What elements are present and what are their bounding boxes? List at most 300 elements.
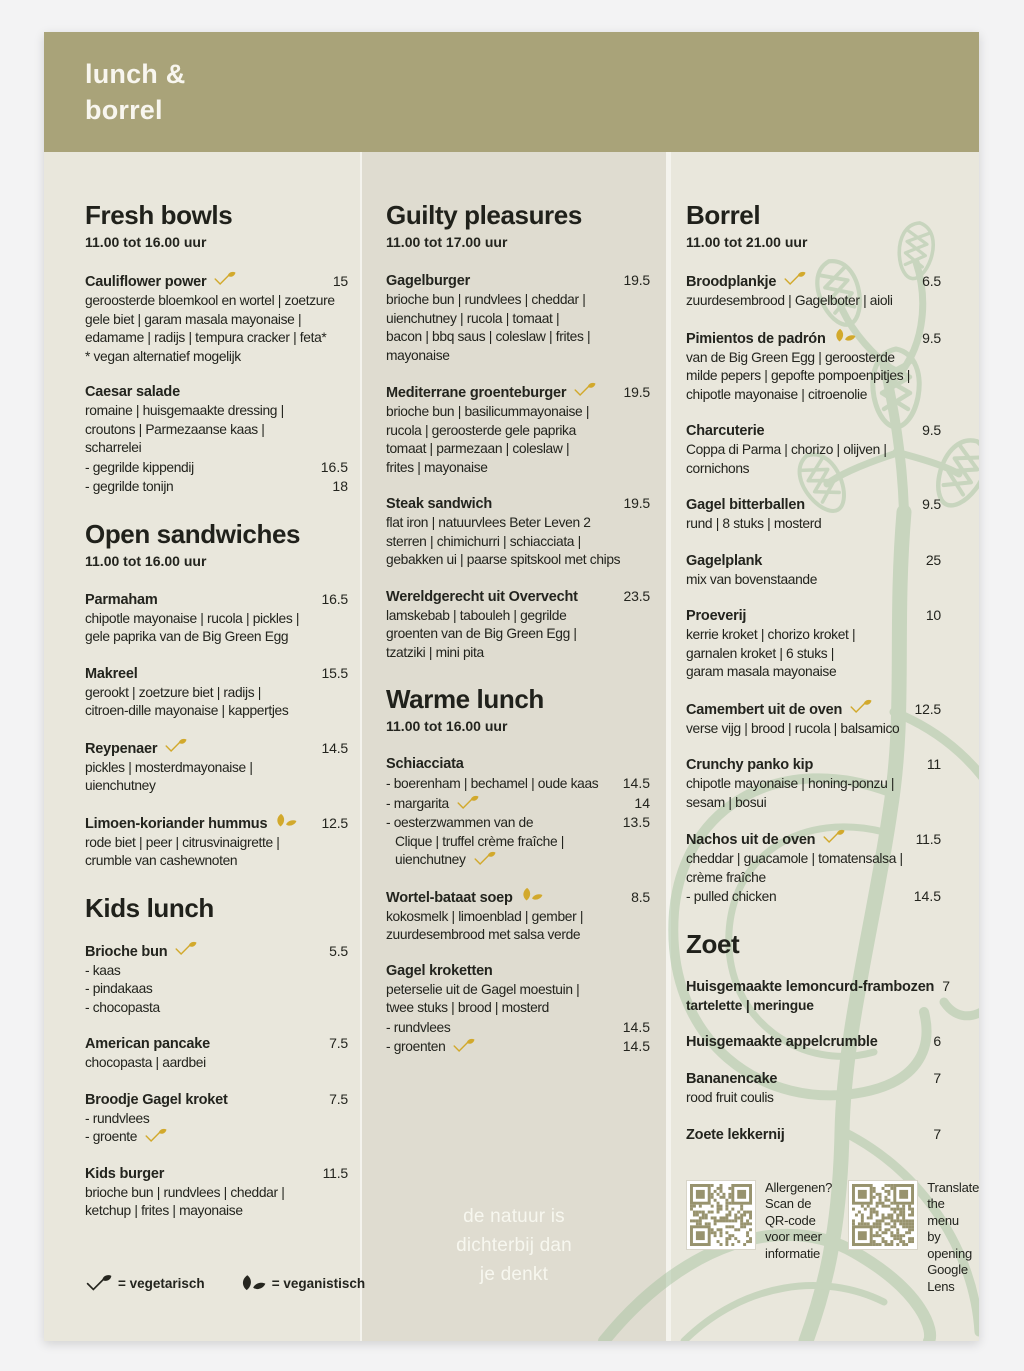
menu-item-header [686, 606, 941, 626]
qr-label-line: by opening [927, 1229, 973, 1261]
menu-item [686, 271, 941, 311]
menu-item-line [85, 439, 348, 458]
menu-item-line [386, 813, 650, 833]
menu-item-name: Kids burger [85, 1165, 165, 1182]
menu-item-line [85, 402, 348, 421]
menu-item-line-price: 14.5 [913, 888, 941, 904]
menu-item-header [686, 699, 941, 720]
menu-item-line [386, 833, 650, 852]
menu-item-line-text: garam masala mayonaise [686, 664, 837, 679]
menu-item [386, 587, 650, 663]
vegan-icon [520, 887, 543, 902]
menu-item-header [386, 271, 650, 291]
tagline-line2: dichterbij dan [456, 1235, 572, 1256]
section-hours: 11.00 tot 21.00 uur [686, 234, 808, 250]
menu-item-line-price: 14 [634, 794, 650, 811]
menu-item-line-text: groenten van de Big Green Egg | [386, 626, 577, 641]
vegetarian-icon [164, 738, 187, 753]
menu-item-header [85, 813, 348, 834]
menu-item-line [85, 421, 348, 440]
menu-item-line [686, 515, 941, 534]
menu-item-line [386, 644, 650, 663]
menu-item-line [386, 533, 650, 552]
menu-item-line [386, 981, 650, 1000]
menu-item-line-text: sterren | chimichurri | schiacciata | [386, 533, 581, 549]
menu-item-name: Steak sandwich [386, 496, 492, 512]
menu-item-line-text: gerookt | zoetzure biet | radijs | [85, 684, 262, 700]
menu-item-line-text: - rundvlees [386, 1019, 451, 1035]
menu-item-line [386, 794, 650, 814]
menu-item-name: Gagel bitterballen [686, 497, 805, 513]
menu-item-line-text: rund | 8 stuks | mosterd [686, 516, 822, 531]
menu-item-name: Broodplankje [686, 274, 777, 290]
vegetarian-icon [452, 1038, 475, 1053]
menu-item-line-text: Clique | truffel crème fraîche | [395, 833, 565, 849]
menu-item-line-text: flat iron | natuurvlees Beter Leven 2 [386, 515, 591, 530]
menu-item [386, 962, 650, 1057]
menu-item-line-text: tzatziki | mini pita [386, 644, 484, 660]
menu-item [85, 941, 348, 1018]
menu-item-line-price: 18 [332, 478, 348, 494]
menu-item-line [686, 1089, 941, 1108]
menu-item [386, 271, 650, 365]
menu-item [386, 755, 650, 870]
menu-item-line [386, 403, 650, 422]
menu-item-line [386, 328, 650, 347]
menu-item-header [85, 738, 348, 759]
menu-item-line-text: sesam | bosui [686, 794, 767, 810]
menu-item-line-text: - oesterzwammen van de [386, 815, 534, 830]
menu-item-line [85, 311, 348, 330]
column-content-2 [362, 152, 666, 1341]
menu-item-line-text: citroen-dille mayonaise | kappertjes [85, 703, 289, 718]
menu-item-line [85, 477, 348, 497]
menu-item [85, 813, 348, 871]
menu-item-line [386, 1037, 650, 1057]
menu-section [85, 519, 348, 871]
section-hours: 11.00 tot 16.00 uur [85, 552, 207, 569]
legend [85, 1274, 365, 1293]
column-content-3 [671, 152, 979, 1341]
vegan-icon [274, 813, 297, 828]
menu-item-header [686, 271, 941, 292]
menu-item-price: 7.5 [329, 1090, 348, 1107]
menu-item [686, 1069, 941, 1108]
menu-item-line [686, 775, 941, 794]
menu-item-line [85, 458, 348, 478]
legend-item-vegetarian [85, 1274, 205, 1293]
menu-item-line [386, 774, 650, 794]
menu-item [85, 738, 348, 796]
vegetarian-icon [213, 271, 236, 286]
menu-item [85, 1034, 348, 1073]
menu-item-line [85, 759, 348, 778]
menu-item-line-text: ketchup | frites | mayonaise [85, 1203, 243, 1218]
menu-body [44, 152, 979, 1341]
menu-item-price: 19.5 [623, 272, 650, 288]
menu-section [686, 928, 950, 1145]
section-hours: 11.00 tot 16.00 uur [386, 718, 508, 734]
menu-item-line-text: frites | mayonaise [386, 459, 488, 475]
menu-item-line [386, 851, 650, 870]
section-title: Zoet [686, 928, 740, 959]
menu-item-price: 11 [926, 756, 941, 772]
menu-item-line [686, 571, 941, 590]
menu-item-price: 11.5 [915, 831, 941, 847]
vegetarian-legend-icon [85, 1274, 112, 1293]
menu-item-header [686, 421, 941, 441]
tagline-line1: de natuur is [463, 1206, 565, 1227]
menu-item-price: 23.5 [623, 587, 650, 604]
menu-item-price: 25 [925, 551, 941, 568]
menu-item-line-text: uienchutney | rucola | tomaat | [386, 310, 560, 326]
menu-item [85, 1164, 348, 1221]
menu-item-line-text: gele biet | garam masala mayonaise | [85, 311, 302, 327]
menu-item-line-text: peterselie uit de Gagel moestuin | [386, 981, 580, 997]
menu-item [686, 977, 950, 1016]
menu-item-header [686, 1069, 941, 1089]
menu-item-name: Huisgemaakte lemoncurd-frambozen [686, 978, 935, 995]
menu-item-header [386, 382, 650, 403]
menu-item-price: 15.5 [321, 664, 348, 681]
menu-item-line [85, 610, 348, 629]
menu-item-name: Wereldgerecht uit Overvecht [386, 588, 578, 605]
menu-item-line [686, 794, 941, 813]
menu-item-line-text: crumble van cashewnoten [85, 853, 238, 868]
menu-item-line [386, 291, 650, 310]
menu-item-line-text: brioche bun | basilicummayonaise | [386, 404, 590, 419]
menu-item-line-text: tartelette | meringue [686, 997, 814, 1013]
menu-item [686, 1032, 941, 1052]
menu-item-line-text: verse vijg | brood | rucola | balsamico [686, 720, 900, 736]
menu-sheet [44, 32, 979, 1341]
qr-label-line: Lens [927, 1278, 955, 1294]
legend-label-vegan: = veganistisch [271, 1276, 366, 1291]
menu-item-line [386, 514, 650, 533]
menu-item-line-text: edamame | radijs | tempura cracker | feta* [85, 330, 327, 345]
menu-item-line-text: mix van bovenstaande [686, 571, 818, 587]
menu-item-price: 12.5 [914, 700, 941, 717]
menu-item-line-text: - pindakaas [85, 981, 153, 996]
menu-section [85, 200, 348, 497]
menu-item-line [686, 997, 941, 1016]
menu-item-line [386, 999, 650, 1018]
menu-title-line1: lunch & [85, 59, 186, 89]
menu-item [85, 1090, 348, 1147]
menu-item-header [686, 495, 941, 515]
menu-item-line-text: - chocopasta [85, 999, 160, 1015]
menu-item [686, 699, 941, 739]
menu-item-line [85, 1202, 348, 1221]
menu-item [85, 664, 348, 721]
vegetarian-icon [473, 851, 496, 866]
menu-item-name: Nachos uit de oven [686, 832, 816, 848]
qr-label-line: informatie [765, 1245, 821, 1261]
menu-item [686, 606, 941, 682]
tagline [362, 1202, 666, 1289]
qr-code-box [848, 1180, 918, 1250]
menu-item-line [686, 663, 941, 682]
menu-item-line [85, 962, 348, 981]
menu-item-line [85, 348, 348, 367]
menu-item-line [386, 607, 650, 626]
menu-section [386, 684, 650, 1057]
menu-item-name: Schiacciata [386, 756, 464, 772]
menu-item-price: 9.5 [922, 496, 941, 512]
section-title: Guilty pleasures [386, 200, 582, 230]
menu-item [686, 495, 941, 534]
qr-label [927, 1180, 979, 1296]
menu-item-line [85, 999, 348, 1018]
menu-item-name: Brioche bun [85, 943, 168, 960]
menu-item-price: 12.5 [321, 814, 348, 831]
menu-item-line [686, 720, 941, 739]
section-hours: 11.00 tot 16.00 uur [85, 234, 207, 250]
menu-title-line2: borrel [85, 95, 163, 125]
vegetarian-icon [783, 271, 806, 286]
menu-item-line [386, 440, 650, 459]
section-title: Fresh bowls [85, 200, 233, 230]
menu-item-price: 7 [942, 977, 950, 994]
qr-code-box [686, 1180, 756, 1250]
menu-item [85, 590, 348, 647]
menu-item-line-text: bacon | bbq saus | coleslaw | frites | [386, 329, 591, 344]
section-title: Borrel [686, 200, 761, 230]
menu-item-price: 11.5 [322, 1164, 348, 1181]
menu-item-line [85, 1128, 348, 1147]
menu-item-line-text: - pulled chicken [686, 889, 777, 904]
menu-item-name: American pancake [85, 1036, 210, 1052]
menu-item-name: Makreel [85, 665, 138, 682]
menu-item-line [85, 329, 348, 348]
vegetarian-icon [174, 941, 197, 956]
menu-item [686, 755, 941, 812]
menu-item-line-text: - gegrilde kippendij [85, 459, 194, 475]
menu-item [386, 494, 650, 570]
legend-label-vegetarian: = vegetarisch [118, 1276, 205, 1291]
menu-item-price: 9.5 [922, 329, 941, 346]
vegetarian-icon [849, 699, 872, 714]
menu-item-line [85, 628, 348, 647]
menu-item-header [386, 587, 650, 607]
menu-item-header [686, 1125, 941, 1145]
menu-item-name: Proeverij [686, 608, 747, 624]
menu-item-header [85, 941, 348, 962]
menu-item-line [386, 551, 650, 570]
menu-item [686, 1125, 941, 1145]
menu-item-line [386, 347, 650, 366]
menu-item-line [85, 777, 348, 796]
menu-item-price: 9.5 [922, 422, 941, 438]
menu-item-price: 16.5 [321, 590, 348, 607]
menu-item-line-text: crème fraîche [686, 869, 766, 885]
menu-item-line [85, 684, 348, 703]
menu-item-name: Broodje Gagel kroket [85, 1091, 228, 1108]
menu-item-name: Pimientos de padrón [686, 330, 826, 347]
section-title: Warme lunch [386, 684, 544, 714]
menu-item-price: 6 [933, 1033, 941, 1049]
menu-item-line [386, 908, 650, 927]
menu-item [686, 829, 941, 907]
menu-header [44, 32, 979, 152]
menu-item-line-text: pickles | mosterdmayonaise | [85, 759, 253, 775]
menu-item-line [386, 1018, 650, 1038]
vegetarian-icon [144, 1128, 167, 1143]
menu-item-line [85, 852, 348, 871]
menu-item-line-text: kerrie kroket | chorizo kroket | [686, 627, 856, 642]
menu-item [85, 271, 348, 366]
menu-item-line-text: zuurdesembrood | Gagelboter | aioli [686, 293, 893, 308]
menu-item-line-text: uienchutney [85, 778, 156, 793]
menu-item-line-text: - kaas [85, 962, 121, 978]
vegan-icon [833, 328, 856, 343]
menu-item-line-text: twee stuks | brood | mosterd [386, 1000, 550, 1015]
menu-item-name: Gagelplank [686, 552, 763, 569]
menu-item-line-text: - margarita [386, 795, 479, 814]
menu-item-header [85, 1090, 348, 1110]
menu-item-line-text: tomaat | parmezaan | coleslaw | [386, 441, 570, 456]
menu-item-line-text: gele paprika van de Big Green Egg [85, 629, 289, 644]
menu-item-line-text: cornichons [686, 460, 750, 476]
menu-item-line-text: cheddar | guacamole | tomatensalsa | [686, 851, 903, 866]
menu-item-line [85, 702, 348, 721]
menu-item-name: Zoete lekkernij [686, 1126, 785, 1143]
menu-item-line [85, 292, 348, 311]
menu-item-price: 5.5 [329, 942, 348, 959]
menu-item-line-text: * vegan alternatief mogelijk [85, 348, 241, 364]
menu-item-price: 8.5 [631, 888, 650, 905]
menu-item-line-text: romaine | huisgemaakte dressing | [85, 403, 284, 418]
menu-item-line [686, 441, 941, 460]
menu-section [386, 200, 650, 662]
menu-item-header [85, 1164, 348, 1184]
menu-item-line [386, 422, 650, 441]
menu-item-line-text: kokosmelk | limoenblad | gember | [386, 908, 584, 924]
menu-item-header [686, 551, 941, 571]
section-hours: 11.00 tot 17.00 uur [386, 234, 508, 250]
menu-item-header [686, 1032, 941, 1052]
qr-row [686, 1180, 979, 1296]
menu-item-line [386, 926, 650, 945]
menu-item-header [386, 755, 650, 774]
menu-item-line [686, 869, 941, 888]
menu-item-header [85, 1034, 348, 1054]
qr-label-line: voor meer [765, 1229, 822, 1244]
menu-item-line [686, 386, 941, 405]
menu-item-line [686, 645, 941, 664]
menu-item-line-price: 14.5 [622, 1018, 650, 1035]
qr-label-line: Google [927, 1262, 968, 1277]
menu-item-header [686, 328, 941, 349]
qr-label-line: QR-code [765, 1212, 816, 1228]
menu-item-line [85, 1184, 348, 1203]
menu-item [85, 383, 348, 497]
menu-item-line-text: uienchutney [395, 851, 496, 870]
vegan-legend-icon [239, 1274, 266, 1293]
menu-item-line [386, 625, 650, 644]
menu-item-line [386, 459, 650, 478]
menu-item [686, 421, 941, 478]
menu-item-line-price: 14.5 [622, 775, 650, 791]
menu-item-header [85, 271, 348, 292]
qr-label-line: Allergenen? [765, 1179, 833, 1195]
menu-item-header [85, 383, 348, 402]
menu-item-header [686, 755, 941, 775]
legend-item-vegan [239, 1274, 365, 1293]
menu-item-header [386, 887, 650, 908]
menu-item [686, 551, 941, 590]
qr-code [690, 1184, 752, 1246]
menu-item-line-text: brioche bun | rundvlees | cheddar | [85, 1184, 285, 1200]
menu-title [44, 32, 979, 128]
qr-code [852, 1184, 914, 1246]
qr-label-line: Scan de [765, 1196, 812, 1211]
qr-block [686, 1180, 832, 1296]
menu-item-line [686, 460, 941, 479]
menu-item [686, 328, 941, 405]
menu-item-name: Crunchy panko kip [686, 757, 814, 773]
section-title: Kids lunch [85, 892, 214, 923]
menu-item-line [386, 310, 650, 329]
menu-item-line-text: garnalen kroket | 6 stuks | [686, 645, 835, 661]
menu-item-line-text: zuurdesembrood met salsa verde [386, 927, 581, 942]
section-title: Open sandwiches [85, 518, 301, 549]
menu-item-name: Cauliflower power [85, 274, 207, 290]
menu-item-price: 7.5 [329, 1035, 348, 1051]
menu-item-line-text: Coppa di Parma | chorizo | olijven | [686, 442, 887, 457]
menu-item-line-text: geroosterde bloemkool en wortel | zoetzure [85, 293, 335, 308]
menu-item-name: Mediterrane groenteburger [386, 385, 567, 401]
menu-item-name: Huisgemaakte appelcrumble [686, 1034, 878, 1050]
menu-item-line-text: milde pepers | gepofte pompoenpitjes | [686, 368, 910, 383]
menu-item-price: 19.5 [623, 495, 650, 511]
menu-item-name: Limoen-koriander hummus [85, 815, 268, 832]
menu-item-line-text: gebakken ui | paarse spitskool met chips [386, 552, 621, 567]
menu-item-line-text: rucola | geroosterde gele paprika [386, 422, 576, 438]
menu-item-price: 10 [925, 607, 941, 623]
menu-item-price: 19.5 [623, 384, 650, 400]
menu-item-line-text: chipotle mayonaise | honing-ponzu | [686, 776, 895, 791]
vegetarian-icon [85, 1274, 112, 1292]
menu-item-line-text: brioche bun | rundvlees | cheddar | [386, 292, 586, 307]
menu-item [386, 887, 650, 945]
menu-section [85, 893, 348, 1221]
menu-item-price: 6.5 [922, 273, 941, 289]
menu-item-line [686, 349, 941, 368]
menu-item-line-text: lamskebab | tabouleh | gegrilde [386, 607, 567, 623]
menu-item-price: 14.5 [321, 739, 348, 756]
menu-item-line-text: mayonaise [386, 347, 450, 363]
menu-item-name: Gagel kroketten [386, 962, 493, 979]
menu-item-name: Reypenaer [85, 740, 158, 757]
menu-item-name: Wortel-bataat soep [386, 889, 513, 906]
vegan-icon [239, 1274, 266, 1292]
qr-block [848, 1180, 979, 1296]
qr-label-line: Translate [927, 1179, 979, 1195]
vegetarian-icon [573, 382, 596, 397]
menu-item-line-price: 14.5 [622, 1038, 650, 1054]
menu-item-name: Parmaham [85, 591, 158, 608]
menu-item-name: Gagelburger [386, 273, 471, 289]
menu-item-line-price: 16.5 [320, 458, 348, 475]
menu-item-price: 7 [933, 1125, 941, 1142]
menu-item-line-text: rood fruit coulis [686, 1090, 774, 1105]
menu-item-line-text: chipotle mayonaise | citroenolie [686, 386, 868, 402]
menu-item-line [686, 887, 941, 907]
menu-item-line [85, 1110, 348, 1129]
menu-item-line-text: - groenten [386, 1038, 475, 1057]
column-content-1 [44, 152, 360, 1341]
